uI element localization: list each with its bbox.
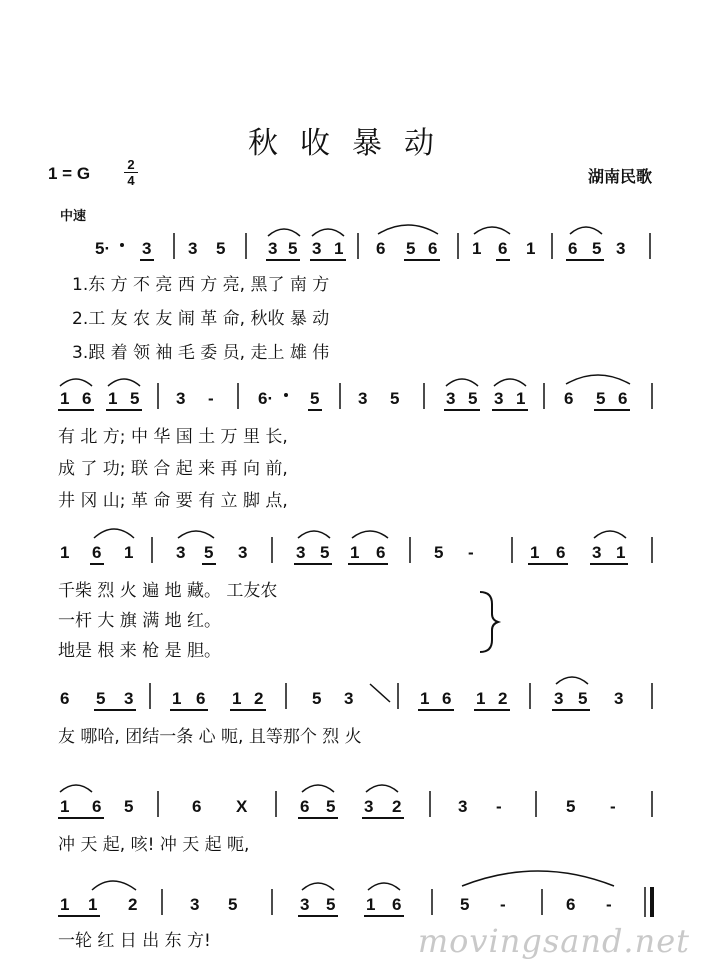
note: 3 (296, 543, 306, 562)
note: 3 (124, 689, 134, 708)
note: 6 (428, 239, 438, 258)
note: 3 (446, 389, 456, 408)
note: 5 (326, 797, 336, 816)
slur (60, 785, 92, 792)
note: 1 (350, 543, 360, 562)
note: 3 (494, 389, 504, 408)
slur (570, 227, 602, 234)
note: 5 (124, 797, 134, 816)
note: - (500, 895, 506, 914)
watermark: movingsand.net (417, 922, 690, 960)
note: 3 (312, 239, 322, 258)
lyric-line: 千柴 烈 火 遍 地 藏。 工友农 (58, 581, 278, 601)
lyric-line: 1.东 方 不 亮 西 方 亮, 黑了 南 方 (72, 275, 330, 295)
note: 3 (190, 895, 200, 914)
note: 5 (320, 543, 330, 562)
note: 2 (254, 689, 264, 708)
note: 1 (472, 239, 482, 258)
dot (284, 393, 288, 397)
note: 3 (616, 239, 626, 258)
note: 1 (232, 689, 242, 708)
note: - (208, 389, 214, 408)
system-1 (72, 225, 650, 363)
slur (94, 529, 134, 538)
note: 5 (434, 543, 444, 562)
note: 3 (554, 689, 564, 708)
note: 1 (60, 543, 70, 562)
meter-top: 2 (127, 157, 135, 172)
slur (312, 229, 344, 236)
note: 3 (142, 239, 152, 258)
note: 6 (618, 389, 628, 408)
note: 6 (192, 797, 202, 816)
note: 6 (556, 543, 566, 562)
note: 5 (592, 239, 602, 258)
lyric-line: 井 冈 山; 革 命 要 有 立 脚 点, (58, 491, 288, 511)
note: 1 (366, 895, 376, 914)
note: 5 (406, 239, 416, 258)
slur (368, 883, 400, 890)
note: 2 (128, 895, 138, 914)
note: 3 (358, 389, 368, 408)
note: 5 (228, 895, 238, 914)
lyric-line: 一杆 大 旗 满 地 红。 (58, 611, 222, 631)
note: 1 (334, 239, 344, 258)
note: 1 (530, 543, 540, 562)
note: 6· (258, 389, 274, 408)
lyric-line: 有 北 方; 中 华 国 土 万 里 长, (58, 427, 288, 447)
system-5 (58, 785, 652, 855)
slur (494, 379, 526, 386)
note: 1 (172, 689, 182, 708)
note: 5 (326, 895, 336, 914)
note: 6 (498, 239, 508, 258)
glide-mark (370, 684, 390, 702)
slur (92, 881, 136, 890)
lyric-line: 2.工 友 农 友 闹 革 命, 秋收 暴 动 (72, 309, 330, 329)
brace (480, 592, 498, 652)
lyric-line: 地是 根 来 枪 是 胆。 (58, 641, 222, 661)
note: - (610, 797, 616, 816)
note: 2 (498, 689, 508, 708)
note: 6 (300, 797, 310, 816)
key-signature: 1 = G (48, 164, 91, 183)
slur (474, 227, 510, 234)
note: 1 (60, 389, 70, 408)
system-4 (58, 677, 652, 747)
slur (556, 677, 588, 684)
slur (366, 785, 398, 792)
lyric-line: 成 了 功; 联 合 起 来 再 向 前, (58, 459, 288, 479)
note: 3 (176, 389, 186, 408)
system-3 (58, 529, 652, 661)
note: 6 (196, 689, 206, 708)
slur (268, 229, 300, 236)
slur (178, 531, 214, 538)
note: 3 (176, 543, 186, 562)
note: 6 (376, 543, 386, 562)
note: 6 (568, 239, 578, 258)
note: 5 (468, 389, 478, 408)
system-2 (58, 375, 652, 511)
note: 3 (614, 689, 624, 708)
note: 5 (204, 543, 214, 562)
slur (352, 531, 388, 538)
note: - (496, 797, 502, 816)
note: 3 (188, 239, 198, 258)
note: 5 (310, 389, 320, 408)
note: 5 (312, 689, 322, 708)
slur (60, 379, 92, 386)
note: 1 (60, 797, 70, 816)
meter-bottom: 4 (127, 173, 135, 188)
note: 2 (392, 797, 402, 816)
note: X (236, 797, 248, 816)
note: 6 (392, 895, 402, 914)
note: 5 (390, 389, 400, 408)
note: 3 (592, 543, 602, 562)
note: 3 (344, 689, 354, 708)
note: 1 (88, 895, 98, 914)
slur (302, 883, 334, 890)
slur (298, 531, 330, 538)
note: 1 (108, 389, 118, 408)
note: 3 (238, 543, 248, 562)
note: 3 (268, 239, 278, 258)
note: 6 (566, 895, 576, 914)
slur (302, 785, 334, 792)
slur (378, 225, 438, 234)
note: 5 (216, 239, 226, 258)
tempo-marking: 中速 (60, 209, 87, 224)
slur (446, 379, 478, 386)
lyric-line: 冲 天 起, 咳! 冲 天 起 呃, (58, 835, 250, 855)
note: 6 (92, 543, 102, 562)
slur (566, 375, 630, 384)
note: 5 (578, 689, 588, 708)
note: 6 (442, 689, 452, 708)
song-title: 秋收暴动 (248, 126, 456, 161)
note: 5 (566, 797, 576, 816)
note: 1 (616, 543, 626, 562)
note: 3 (458, 797, 468, 816)
note: 5 (460, 895, 470, 914)
note: 6 (376, 239, 386, 258)
dot (120, 243, 124, 247)
note: 1 (476, 689, 486, 708)
note: - (606, 895, 612, 914)
note: 6 (82, 389, 92, 408)
note: 5 (288, 239, 298, 258)
note: 1 (124, 543, 134, 562)
note: 1 (526, 239, 536, 258)
slur (594, 531, 626, 538)
note: 6 (92, 797, 102, 816)
note: 5 (130, 389, 140, 408)
song-source: 湖南民歌 (587, 167, 652, 186)
lyric-line: 3.跟 着 领 袖 毛 委 员, 走上 雄 伟 (72, 343, 330, 363)
lyric-line: 友 哪哈, 团结一条 心 呃, 且等那个 烈 火 (58, 727, 362, 747)
slur (108, 379, 140, 386)
note: - (468, 543, 474, 562)
note: 3 (364, 797, 374, 816)
slur (462, 871, 614, 886)
note: 1 (516, 389, 526, 408)
note: 6 (564, 389, 574, 408)
note: 5 (596, 389, 606, 408)
note: 1 (420, 689, 430, 708)
note: 1 (60, 895, 70, 914)
note: 6 (60, 689, 70, 708)
note: 5· (95, 239, 111, 258)
lyric-line: 一轮 红 日 出 东 方! (58, 931, 211, 951)
note: 3 (300, 895, 310, 914)
note: 5 (96, 689, 106, 708)
